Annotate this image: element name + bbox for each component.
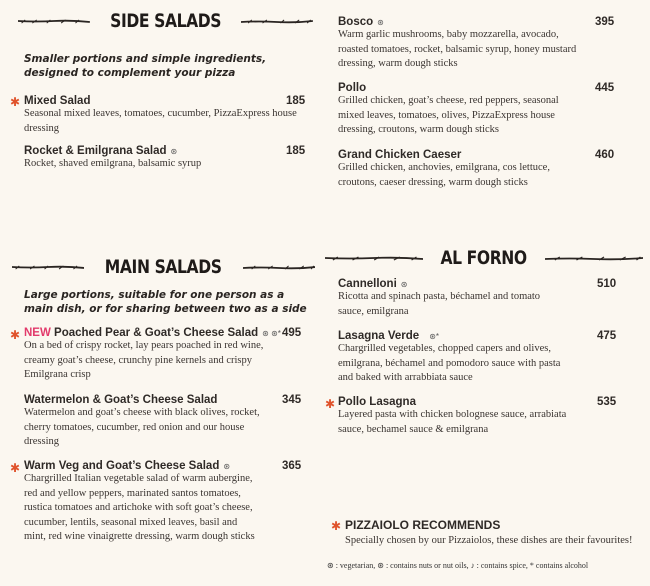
pizzaiolo-recommends-text: Specially chosen by our Pizzaiolos, these dishes are their favourites! (345, 535, 633, 546)
al-forno-header (325, 247, 643, 269)
al-forno-title: AL FORNO (440, 247, 528, 269)
menu-item-pollo-lasagna (338, 396, 568, 437)
item-description: Layered pasta with chicken bolognese sauce, arrabiata sauce, bechamel sauce & emilgrana (338, 409, 567, 435)
item-description: Warm garlic mushrooms, baby mozzarella, avocado, roasted tomatoes, rocket, balsamic syrup, honey mustard dressing, warm dough sticks (338, 29, 577, 70)
item-price: 460 (595, 149, 615, 161)
new-badge: NEW (24, 327, 51, 339)
menu-item-rocket-emilgrana-salad (24, 145, 304, 172)
main-salads-intro: Large portions, suitable for one person as a main dish, or for sharing between two as a side (24, 289, 307, 315)
item-price: 445 (595, 82, 615, 94)
item-name: Bosco ⊛ (338, 16, 384, 28)
vegetarian-icon: ⊛ (170, 147, 178, 156)
menu-item-watermelon-salad (24, 394, 284, 450)
menu-item-cannelloni (338, 278, 568, 319)
vegetarian-nuts-icon: ⊛ ⊛* (262, 329, 281, 338)
header-rule-right (545, 254, 643, 263)
item-price: 395 (595, 16, 615, 28)
menu-item-mixed-salad (24, 95, 304, 136)
item-price: 510 (597, 278, 617, 290)
menu-item-pollo (338, 82, 578, 138)
recommended-star-icon: ✱ (331, 519, 342, 533)
item-description: Seasonal mixed leaves, tomatoes, cucumber, PizzaExpress house dressing (24, 108, 297, 134)
item-description: Chargrilled vegetables, chopped capers and olives, emilgrana, béchamel and pomodoro sauce with pasta and baked with arrabbiata sauce (338, 343, 561, 384)
item-description: Grilled chicken, anchovies, emilgrana, cos lettuce, croutons, caeser dressing, warm dough sticks (338, 162, 550, 188)
item-price: 535 (597, 396, 617, 408)
item-name: NEW Poached Pear & Goat’s Cheese Salad ⊛ ⊛* (24, 327, 281, 339)
header-rule-right (241, 17, 313, 26)
item-description: On a bed of crispy rocket, lay pears poached in red wine, creamy goat’s cheese, crunchy pine kernels and crispy Emilgrana crisp (24, 340, 264, 381)
recommended-star-icon: ✱ (10, 95, 21, 109)
header-rule-left (12, 263, 84, 272)
header-rule-right (243, 263, 315, 272)
item-price: 185 (286, 95, 306, 107)
side-salads-title: SIDE SALADS (110, 10, 221, 32)
menu-item-grand-chicken-caeser (338, 149, 578, 190)
vegetarian-alcohol-icon: ⊛* (429, 332, 440, 341)
item-name: Rocket & Emilgrana Salad ⊛ (24, 145, 178, 157)
item-description: Rocket, shaved emilgrana, balsamic syrup (24, 158, 202, 169)
item-description: Watermelon and goat’s cheese with black olives, rocket, cherry tomatoes, cucumber, red onion and our house dressing (24, 407, 260, 448)
item-name: Cannelloni ⊛ (338, 278, 408, 290)
pizzaiolo-recommends-title: PIZZAIOLO RECOMMENDS (345, 518, 501, 532)
item-price: 345 (282, 394, 302, 406)
item-name: Warm Veg and Goat’s Cheese Salad ⊛ (24, 460, 231, 472)
item-price: 475 (597, 330, 617, 342)
recommended-star-icon: ✱ (10, 328, 21, 342)
item-description: Grilled chicken, goat’s cheese, red peppers, seasonal mixed leaves, tomatoes, olives, PizzaExpress house dressing, croutons, warm dough sticks (338, 95, 559, 136)
symbol-legend: ⊛ : vegetarian, ⊛ : contains nuts or nut oils, ♪ : contains spice, * contains alcohol (327, 561, 589, 570)
item-name: Pollo (338, 82, 367, 94)
vegetarian-icon: ⊛ (377, 18, 384, 27)
side-salads-header (18, 10, 313, 32)
item-name: Grand Chicken Caeser (338, 149, 462, 161)
item-price: 185 (286, 145, 306, 157)
main-salads-title: MAIN SALADS (105, 256, 222, 278)
item-price: 365 (282, 460, 302, 472)
vegetarian-icon: ⊛ (223, 462, 231, 471)
item-name: Watermelon & Goat’s Cheese Salad (24, 394, 218, 406)
item-description: Chargrilled Italian vegetable salad of warm aubergine, red and yellow peppers, marinated santos tomatoes, rustica tomatoes and artichoke with soft goat’s cheese, cucumber, lentils, seasonal mixed leaves, basil and mint, red wine vinaigrette dressing, warm dough sticks (24, 473, 255, 543)
side-salads-intro: Smaller portions and simple ingredients, designed to complement your pizza (24, 53, 267, 79)
menu-item-poached-pear-salad (24, 327, 284, 383)
menu-item-bosco (338, 16, 578, 72)
item-name: Mixed Salad (24, 95, 91, 107)
item-price: 495 (282, 327, 302, 339)
recommended-star-icon: ✱ (325, 397, 336, 411)
item-description: Ricotta and spinach pasta, béchamel and tomato sauce, emilgrana (338, 291, 541, 317)
header-rule-left (18, 17, 90, 26)
item-name: Lasagna Verde ⊛* (338, 330, 440, 342)
vegetarian-icon: ⊛ (400, 280, 408, 289)
menu-item-warm-veg-salad (24, 460, 284, 545)
recommended-star-icon: ✱ (10, 461, 21, 475)
header-rule-left (325, 254, 423, 263)
item-name: Pollo Lasagna (338, 396, 416, 408)
main-salads-header (12, 256, 315, 278)
menu-item-lasagna-verde (338, 330, 578, 386)
